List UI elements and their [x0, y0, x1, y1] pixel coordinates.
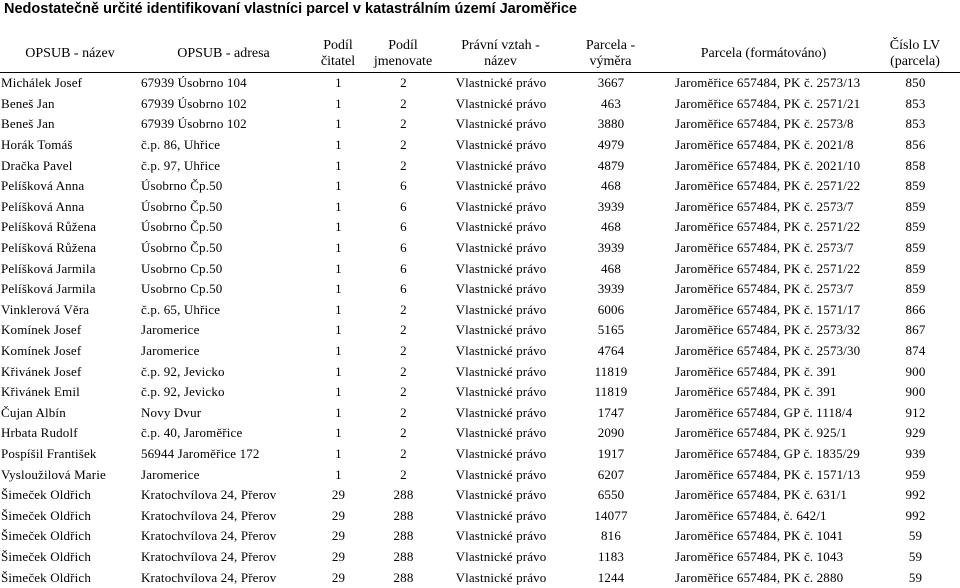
cell-share-numerator: 1: [335, 281, 342, 297]
cell-lv-number: 859: [905, 240, 926, 256]
cell-parcel-area: 1917: [597, 445, 625, 461]
cell-opsub-name: Horák Tomáš: [1, 137, 73, 153]
column-header-share-denominator: [369, 36, 437, 73]
cell-legal-relation: Vlastnické právo: [455, 528, 547, 544]
cell-share-numerator: 29: [331, 528, 346, 544]
cell-opsub-name: Beneš Jan: [1, 116, 55, 132]
column-header-line: OPSUB - název: [25, 46, 115, 61]
column-header-lv-number: [870, 36, 960, 73]
cell-opsub-address: Úsobrno Čp.50: [141, 198, 223, 214]
cell-lv-number: 900: [905, 363, 926, 379]
cell-legal-relation: Vlastnické právo: [455, 569, 547, 585]
cell-lv-number: 992: [905, 487, 926, 503]
cell-parcel-formatted: Jaroměřice 657484, PK č. 2573/13: [675, 75, 861, 91]
cell-share-numerator: 1: [335, 301, 342, 317]
table-row: [0, 176, 960, 197]
cell-share-denominator: 2: [400, 116, 407, 132]
table-row: [0, 94, 960, 115]
cell-lv-number: 859: [905, 198, 926, 214]
cell-legal-relation: Vlastnické právo: [455, 445, 547, 461]
cell-parcel-area: 1244: [597, 569, 625, 585]
cell-share-denominator: 2: [400, 157, 407, 173]
cell-legal-relation: Vlastnické právo: [455, 219, 547, 235]
cell-opsub-name: Hrbata Rudolf: [1, 425, 78, 441]
cell-legal-relation: Vlastnické právo: [455, 466, 547, 482]
table-row: [0, 444, 960, 465]
cell-opsub-address: Novy Dvur: [141, 404, 202, 420]
cell-legal-relation: Vlastnické právo: [455, 404, 547, 420]
cell-share-numerator: 29: [331, 569, 346, 585]
cell-parcel-area: 6207: [597, 466, 625, 482]
cell-opsub-address: 56944 Jaroměřice 172: [141, 445, 260, 461]
cell-parcel-formatted: Jaroměřice 657484, PK č. 2571/22: [675, 260, 861, 276]
cell-opsub-name: Šimeček Oldřich: [1, 528, 91, 544]
cell-share-denominator: 2: [400, 425, 407, 441]
cell-share-numerator: 29: [331, 487, 346, 503]
cell-opsub-name: Čujan Albín: [1, 404, 66, 420]
cell-opsub-address: Kratochvílova 24, Přerov: [141, 507, 277, 523]
column-header-line: název: [484, 54, 517, 69]
cell-share-numerator: 29: [331, 507, 346, 523]
table-row: [0, 300, 960, 321]
cell-legal-relation: Vlastnické právo: [455, 507, 547, 523]
table-row: [0, 567, 960, 588]
cell-legal-relation: Vlastnické právo: [455, 281, 547, 297]
cell-legal-relation: Vlastnické právo: [455, 322, 547, 338]
cell-share-denominator: 2: [400, 363, 407, 379]
cell-parcel-area: 6006: [597, 301, 625, 317]
cell-lv-number: 866: [905, 301, 926, 317]
table-body: [0, 73, 960, 588]
cell-opsub-name: Pelíšková Anna: [1, 198, 85, 214]
cell-opsub-name: Vinklerová Věra: [1, 301, 90, 317]
column-header-opsub-address: [140, 36, 307, 73]
cell-opsub-name: Komínek Josef: [1, 343, 82, 359]
cell-opsub-address: Kratochvílova 24, Přerov: [141, 569, 277, 585]
cell-opsub-name: Šimeček Oldřich: [1, 548, 91, 564]
cell-lv-number: 929: [905, 425, 926, 441]
cell-parcel-formatted: Jaroměřice 657484, PK č. 2021/10: [675, 157, 861, 173]
cell-parcel-formatted: Jaroměřice 657484, PK č. 2573/7: [675, 240, 854, 256]
cell-parcel-area: 468: [601, 178, 621, 194]
cell-share-denominator: 2: [400, 445, 407, 461]
column-header-line: Podíl: [323, 38, 353, 53]
cell-parcel-area: 468: [601, 219, 621, 235]
cell-opsub-address: Úsobrno Čp.50: [141, 178, 223, 194]
cell-lv-number: 853: [905, 116, 926, 132]
table-row: [0, 464, 960, 485]
column-header-opsub-name: [0, 36, 140, 73]
cell-parcel-formatted: Jaroměřice 657484, PK č. 2571/22: [675, 178, 861, 194]
cell-parcel-formatted: Jaroměřice 657484, PK č. 391: [675, 384, 837, 400]
cell-opsub-name: Dračka Pavel: [1, 157, 73, 173]
cell-parcel-area: 4979: [597, 137, 625, 153]
cell-parcel-area: 3939: [597, 198, 625, 214]
cell-parcel-formatted: Jaroměřice 657484, GP č. 1835/29: [675, 445, 860, 461]
column-header-parcel-area: [564, 36, 657, 73]
cell-opsub-address: č.p. 40, Jaroměřice: [141, 425, 243, 441]
cell-share-denominator: 2: [400, 137, 407, 153]
cell-share-numerator: 1: [335, 260, 342, 276]
cell-opsub-address: Kratochvílova 24, Přerov: [141, 548, 277, 564]
cell-parcel-area: 3667: [597, 75, 625, 91]
cell-legal-relation: Vlastnické právo: [455, 157, 547, 173]
cell-share-denominator: 288: [393, 507, 414, 523]
cell-parcel-formatted: Jaroměřice 657484, PK č. 2880: [675, 569, 844, 585]
cell-legal-relation: Vlastnické právo: [455, 487, 547, 503]
table-row: [0, 526, 960, 547]
cell-share-numerator: 1: [335, 343, 342, 359]
page-title: Nedostatečně určité identifikovaní vlastníci parcel v katastrálním území Jaroměřice: [4, 1, 577, 17]
cell-parcel-area: 463: [601, 95, 621, 111]
cell-parcel-formatted: Jaroměřice 657484, PK č. 1571/17: [675, 301, 861, 317]
cell-parcel-formatted: Jaroměřice 657484, PK č. 1041: [675, 528, 844, 544]
cell-lv-number: 912: [905, 404, 926, 420]
cell-opsub-name: Pelíšková Růžena: [1, 219, 97, 235]
cell-share-denominator: 6: [400, 281, 407, 297]
cell-legal-relation: Vlastnické právo: [455, 178, 547, 194]
cell-opsub-name: Komínek Josef: [1, 322, 82, 338]
cell-lv-number: 939: [905, 445, 926, 461]
cell-lv-number: 859: [905, 260, 926, 276]
cell-opsub-name: Pelíšková Anna: [1, 178, 85, 194]
cell-opsub-address: Kratochvílova 24, Přerov: [141, 528, 277, 544]
cell-lv-number: 900: [905, 384, 926, 400]
cell-opsub-name: Pelíšková Růžena: [1, 240, 97, 256]
cell-share-numerator: 1: [335, 116, 342, 132]
cell-opsub-address: Jaromerice: [141, 322, 200, 338]
cell-lv-number: 859: [905, 281, 926, 297]
table-row: [0, 485, 960, 506]
cell-parcel-formatted: Jaroměřice 657484, PK č. 925/1: [675, 425, 848, 441]
parcel-table: [0, 36, 960, 588]
table-row: [0, 114, 960, 135]
table-row: [0, 320, 960, 341]
cell-share-denominator: 2: [400, 75, 407, 91]
cell-legal-relation: Vlastnické právo: [455, 548, 547, 564]
cell-opsub-address: 67939 Úsobrno 104: [141, 75, 247, 91]
table-row: [0, 135, 960, 156]
column-header-line: jmenovate: [373, 54, 433, 69]
cell-opsub-address: Usobrno Cp.50: [141, 260, 223, 276]
table-row: [0, 258, 960, 279]
cell-opsub-address: Usobrno Cp.50: [141, 281, 223, 297]
cell-opsub-name: Beneš Jan: [1, 95, 55, 111]
cell-parcel-formatted: Jaroměřice 657484, PK č. 631/1: [675, 487, 848, 503]
cell-legal-relation: Vlastnické právo: [455, 425, 547, 441]
cell-opsub-name: Vysloužilová Marie: [1, 466, 106, 482]
cell-opsub-address: 67939 Úsobrno 102: [141, 95, 247, 111]
cell-share-denominator: 288: [393, 487, 414, 503]
cell-opsub-address: č.p. 92, Jevicko: [141, 363, 225, 379]
cell-legal-relation: Vlastnické právo: [455, 95, 547, 111]
cell-parcel-area: 14077: [594, 507, 628, 523]
cell-legal-relation: Vlastnické právo: [455, 198, 547, 214]
table-row: [0, 279, 960, 300]
cell-parcel-area: 816: [601, 528, 621, 544]
column-header-line: Podíl: [388, 38, 418, 53]
table-header: [0, 36, 960, 73]
cell-lv-number: 59: [908, 569, 923, 585]
cell-opsub-address: Úsobrno Čp.50: [141, 219, 223, 235]
cell-share-denominator: 6: [400, 198, 407, 214]
cell-lv-number: 853: [905, 95, 926, 111]
table-row: [0, 361, 960, 382]
cell-opsub-name: Michálek Josef: [1, 75, 83, 91]
cell-lv-number: 859: [905, 219, 926, 235]
cell-parcel-formatted: Jaroměřice 657484, PK č. 2571/21: [675, 95, 861, 111]
cell-lv-number: 859: [905, 178, 926, 194]
cell-parcel-formatted: Jaroměřice 657484, PK č. 2573/7: [675, 281, 854, 297]
cell-parcel-area: 4879: [597, 157, 625, 173]
cell-opsub-address: č.p. 92, Jevicko: [141, 384, 225, 400]
cell-lv-number: 858: [905, 157, 926, 173]
cell-parcel-area: 4764: [597, 343, 625, 359]
cell-share-numerator: 1: [335, 219, 342, 235]
cell-opsub-address: č.p. 86, Uhřice: [141, 137, 221, 153]
column-header-line: čitatel: [320, 54, 356, 69]
cell-parcel-area: 11819: [594, 384, 628, 400]
cell-parcel-area: 1183: [597, 548, 625, 564]
table-row: [0, 382, 960, 403]
table-row: [0, 238, 960, 259]
cell-legal-relation: Vlastnické právo: [455, 301, 547, 317]
cell-parcel-area: 6550: [597, 487, 625, 503]
cell-legal-relation: Vlastnické právo: [455, 116, 547, 132]
cell-share-denominator: 288: [393, 528, 414, 544]
cell-opsub-address: č.p. 97, Uhřice: [141, 157, 221, 173]
cell-lv-number: 959: [905, 466, 926, 482]
cell-parcel-formatted: Jaroměřice 657484, PK č. 2573/30: [675, 343, 861, 359]
cell-parcel-area: 3939: [597, 281, 625, 297]
cell-share-numerator: 1: [335, 137, 342, 153]
cell-lv-number: 992: [905, 507, 926, 523]
cell-share-numerator: 1: [335, 178, 342, 194]
cell-share-denominator: 288: [393, 548, 414, 564]
column-header-line: Parcela (formátováno): [700, 46, 827, 61]
header-row: [0, 36, 960, 73]
cell-share-denominator: 2: [400, 343, 407, 359]
cell-parcel-formatted: Jaroměřice 657484, PK č. 2573/8: [675, 116, 854, 132]
cell-share-denominator: 2: [400, 404, 407, 420]
column-header-parcel-formatted: [657, 36, 870, 73]
cell-legal-relation: Vlastnické právo: [455, 75, 547, 91]
cell-legal-relation: Vlastnické právo: [455, 260, 547, 276]
cell-share-numerator: 1: [335, 363, 342, 379]
cell-parcel-area: 3939: [597, 240, 625, 256]
table-row: [0, 155, 960, 176]
cell-opsub-address: Jaromerice: [141, 343, 200, 359]
cell-share-numerator: 1: [335, 404, 342, 420]
cell-parcel-formatted: Jaroměřice 657484, PK č. 1571/13: [675, 466, 861, 482]
column-header-line: Parcela -: [585, 38, 636, 53]
cell-share-numerator: 29: [331, 548, 346, 564]
cell-share-denominator: 6: [400, 178, 407, 194]
cell-parcel-area: 1747: [597, 404, 625, 420]
cell-legal-relation: Vlastnické právo: [455, 363, 547, 379]
cell-legal-relation: Vlastnické právo: [455, 137, 547, 153]
cell-parcel-area: 3880: [597, 116, 625, 132]
cell-lv-number: 867: [905, 322, 926, 338]
cell-lv-number: 874: [905, 343, 926, 359]
cell-opsub-address: 67939 Úsobrno 102: [141, 116, 247, 132]
cell-opsub-address: č.p. 65, Uhřice: [141, 301, 221, 317]
cell-parcel-formatted: Jaroměřice 657484, č. 642/1: [675, 507, 827, 523]
cell-opsub-name: Pelíšková Jarmila: [1, 260, 96, 276]
cell-parcel-area: 11819: [594, 363, 628, 379]
cell-opsub-name: Šimeček Oldřich: [1, 487, 91, 503]
cell-opsub-name: Křivánek Josef: [1, 363, 82, 379]
cell-opsub-name: Šimeček Oldřich: [1, 569, 91, 585]
cell-lv-number: 59: [908, 548, 923, 564]
cell-legal-relation: Vlastnické právo: [455, 384, 547, 400]
cell-opsub-address: Jaromerice: [141, 466, 200, 482]
cell-opsub-name: Pospíšil František: [1, 445, 97, 461]
cell-parcel-formatted: Jaroměřice 657484, PK č. 2021/8: [675, 137, 854, 153]
cell-lv-number: 856: [905, 137, 926, 153]
cell-parcel-area: 5165: [597, 322, 625, 338]
cell-share-denominator: 6: [400, 260, 407, 276]
cell-share-numerator: 1: [335, 322, 342, 338]
cell-share-denominator: 2: [400, 301, 407, 317]
cell-parcel-area: 2090: [597, 425, 625, 441]
cell-share-numerator: 1: [335, 157, 342, 173]
cell-lv-number: 850: [905, 75, 926, 91]
cell-share-numerator: 1: [335, 240, 342, 256]
table-row: [0, 547, 960, 568]
cell-parcel-area: 468: [601, 260, 621, 276]
cell-parcel-formatted: Jaroměřice 657484, PK č. 2573/32: [675, 322, 861, 338]
column-header-line: výměra: [589, 54, 632, 69]
column-header-line: OPSUB - adresa: [177, 46, 270, 61]
column-header-line: Číslo LV: [889, 38, 941, 53]
cell-legal-relation: Vlastnické právo: [455, 240, 547, 256]
cell-share-denominator: 2: [400, 384, 407, 400]
cell-parcel-formatted: Jaroměřice 657484, GP č. 1118/4: [675, 404, 853, 420]
cell-share-denominator: 6: [400, 240, 407, 256]
cell-share-numerator: 1: [335, 445, 342, 461]
cell-parcel-formatted: Jaroměřice 657484, PK č. 2571/22: [675, 219, 861, 235]
cell-opsub-address: Úsobrno Čp.50: [141, 240, 223, 256]
cell-share-denominator: 2: [400, 466, 407, 482]
cell-share-numerator: 1: [335, 425, 342, 441]
cell-share-numerator: 1: [335, 75, 342, 91]
cell-parcel-formatted: Jaroměřice 657484, PK č. 1043: [675, 548, 844, 564]
cell-share-numerator: 1: [335, 384, 342, 400]
table-row: [0, 217, 960, 238]
cell-share-denominator: 2: [400, 95, 407, 111]
column-header-share-numerator: [307, 36, 369, 73]
cell-share-numerator: 1: [335, 466, 342, 482]
cell-parcel-formatted: Jaroměřice 657484, PK č. 2573/7: [675, 198, 854, 214]
cell-opsub-name: Šimeček Oldřich: [1, 507, 91, 523]
cell-opsub-name: Pelíšková Jarmila: [1, 281, 96, 297]
table-row: [0, 505, 960, 526]
cell-share-denominator: 6: [400, 219, 407, 235]
cell-parcel-formatted: Jaroměřice 657484, PK č. 391: [675, 363, 837, 379]
table-row: [0, 341, 960, 362]
cell-share-numerator: 1: [335, 95, 342, 111]
column-header-line: (parcela): [890, 54, 940, 69]
cell-lv-number: 59: [908, 528, 923, 544]
cell-share-denominator: 2: [400, 322, 407, 338]
table-row: [0, 423, 960, 444]
table-row: [0, 73, 960, 94]
table-row: [0, 403, 960, 424]
cell-opsub-address: Kratochvílova 24, Přerov: [141, 487, 277, 503]
table-row: [0, 197, 960, 218]
cell-legal-relation: Vlastnické právo: [455, 343, 547, 359]
column-header-legal-relation: [437, 36, 564, 73]
column-header-line: Právní vztah -: [461, 38, 540, 53]
cell-opsub-name: Křivánek Emil: [1, 384, 80, 400]
cell-share-denominator: 288: [393, 569, 414, 585]
cell-share-numerator: 1: [335, 198, 342, 214]
